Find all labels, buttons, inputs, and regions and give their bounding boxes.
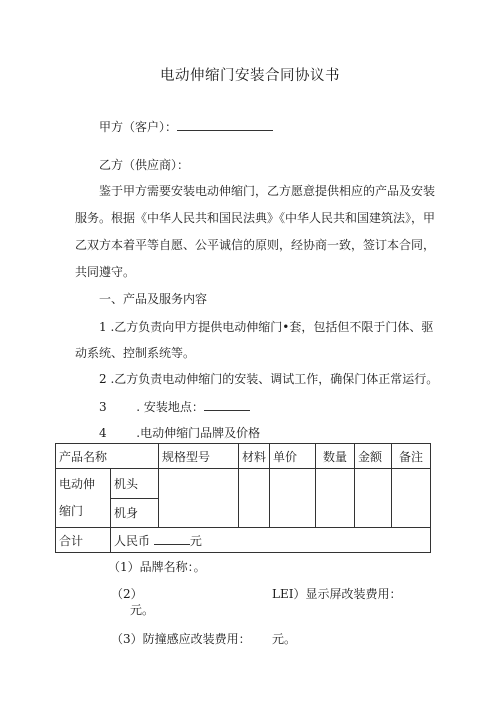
table-header-row (56, 444, 431, 469)
header-spec: 规格型号 (159, 444, 239, 469)
header-remarks: 备注 (392, 444, 431, 469)
item-1-line-2: 动系统、控制系统等。 (75, 346, 196, 360)
remarks-cell[interactable] (392, 469, 431, 528)
header-amount: 金额 (355, 444, 392, 469)
unit-price-cell[interactable] (270, 469, 316, 528)
item-2: 2 .乙方负责电动伸缩门的安装、调试工作，确保门体正常运行。 (99, 372, 439, 386)
section-heading: 一、产品及服务内容 (99, 292, 208, 306)
sub-row-label: 机头 (111, 469, 159, 499)
header-quantity: 数量 (316, 444, 355, 469)
note-2-right: LEI）显示屏改装费用： (272, 587, 402, 601)
note-2-left: （2） (111, 587, 143, 601)
preamble-paragraph: 鉴于甲方需要安装电动伸缩门，乙方愿意提供相应的产品及安装服务。根据《中华人民共和国民法典》《中华人民共和国建筑法》，甲乙双方本着平等自愿、公平诚信的原则，经协商一致，签订本合同，共同遵守。 (75, 184, 436, 279)
note-3-left: （3）防撞感应改装费用： (111, 632, 251, 646)
quantity-cell[interactable] (316, 469, 355, 528)
spec-cell[interactable] (159, 469, 239, 528)
price-table (55, 443, 431, 553)
install-location-blank[interactable] (204, 398, 250, 411)
item-4-text: .电动伸缩门品牌及价格 (136, 426, 261, 440)
total-amount-blank[interactable] (154, 532, 190, 545)
total-label: 合计 (56, 528, 111, 553)
item-3-text: . 安装地点： (136, 400, 204, 414)
item-3-number: 3 (99, 400, 107, 414)
amount-cell[interactable] (355, 469, 392, 528)
total-prefix: 人民币 (114, 533, 151, 548)
document-title: 电动伸缩门安装合同协议书 (160, 68, 340, 84)
note-3-right: 元。 (272, 632, 297, 646)
item-4-number: 4 (99, 426, 107, 440)
product-name-line-1: 电动伸 (59, 477, 96, 491)
sub-row-label: 机身 (111, 498, 159, 528)
material-cell[interactable] (239, 469, 270, 528)
header-product-name: 产品名称 (56, 444, 159, 469)
party-a-label: 甲方（客户）： (99, 120, 178, 134)
product-name-cell (56, 469, 111, 528)
note-2-tail: 元。 (130, 603, 155, 617)
total-value (111, 528, 431, 553)
total-suffix: 元 (189, 533, 202, 548)
header-unit-price: 单价 (270, 444, 316, 469)
item-4 (99, 425, 260, 441)
header-material: 材料 (239, 444, 270, 469)
total-row (56, 528, 431, 553)
party-a-blank[interactable] (177, 118, 273, 131)
table-row (56, 469, 431, 499)
item-3 (99, 398, 250, 415)
party-a-line (99, 118, 273, 135)
party-b-label: 乙方（供应商）： (99, 158, 190, 172)
item-1-line-1: 1 .乙方负责向甲方提供电动伸缩门•套，包括但不限于门体、驱 (99, 320, 434, 334)
note-1: （1）品牌名称：。 (108, 560, 206, 574)
party-b-line (99, 157, 189, 173)
product-name-line-2: 缩门 (59, 504, 84, 518)
